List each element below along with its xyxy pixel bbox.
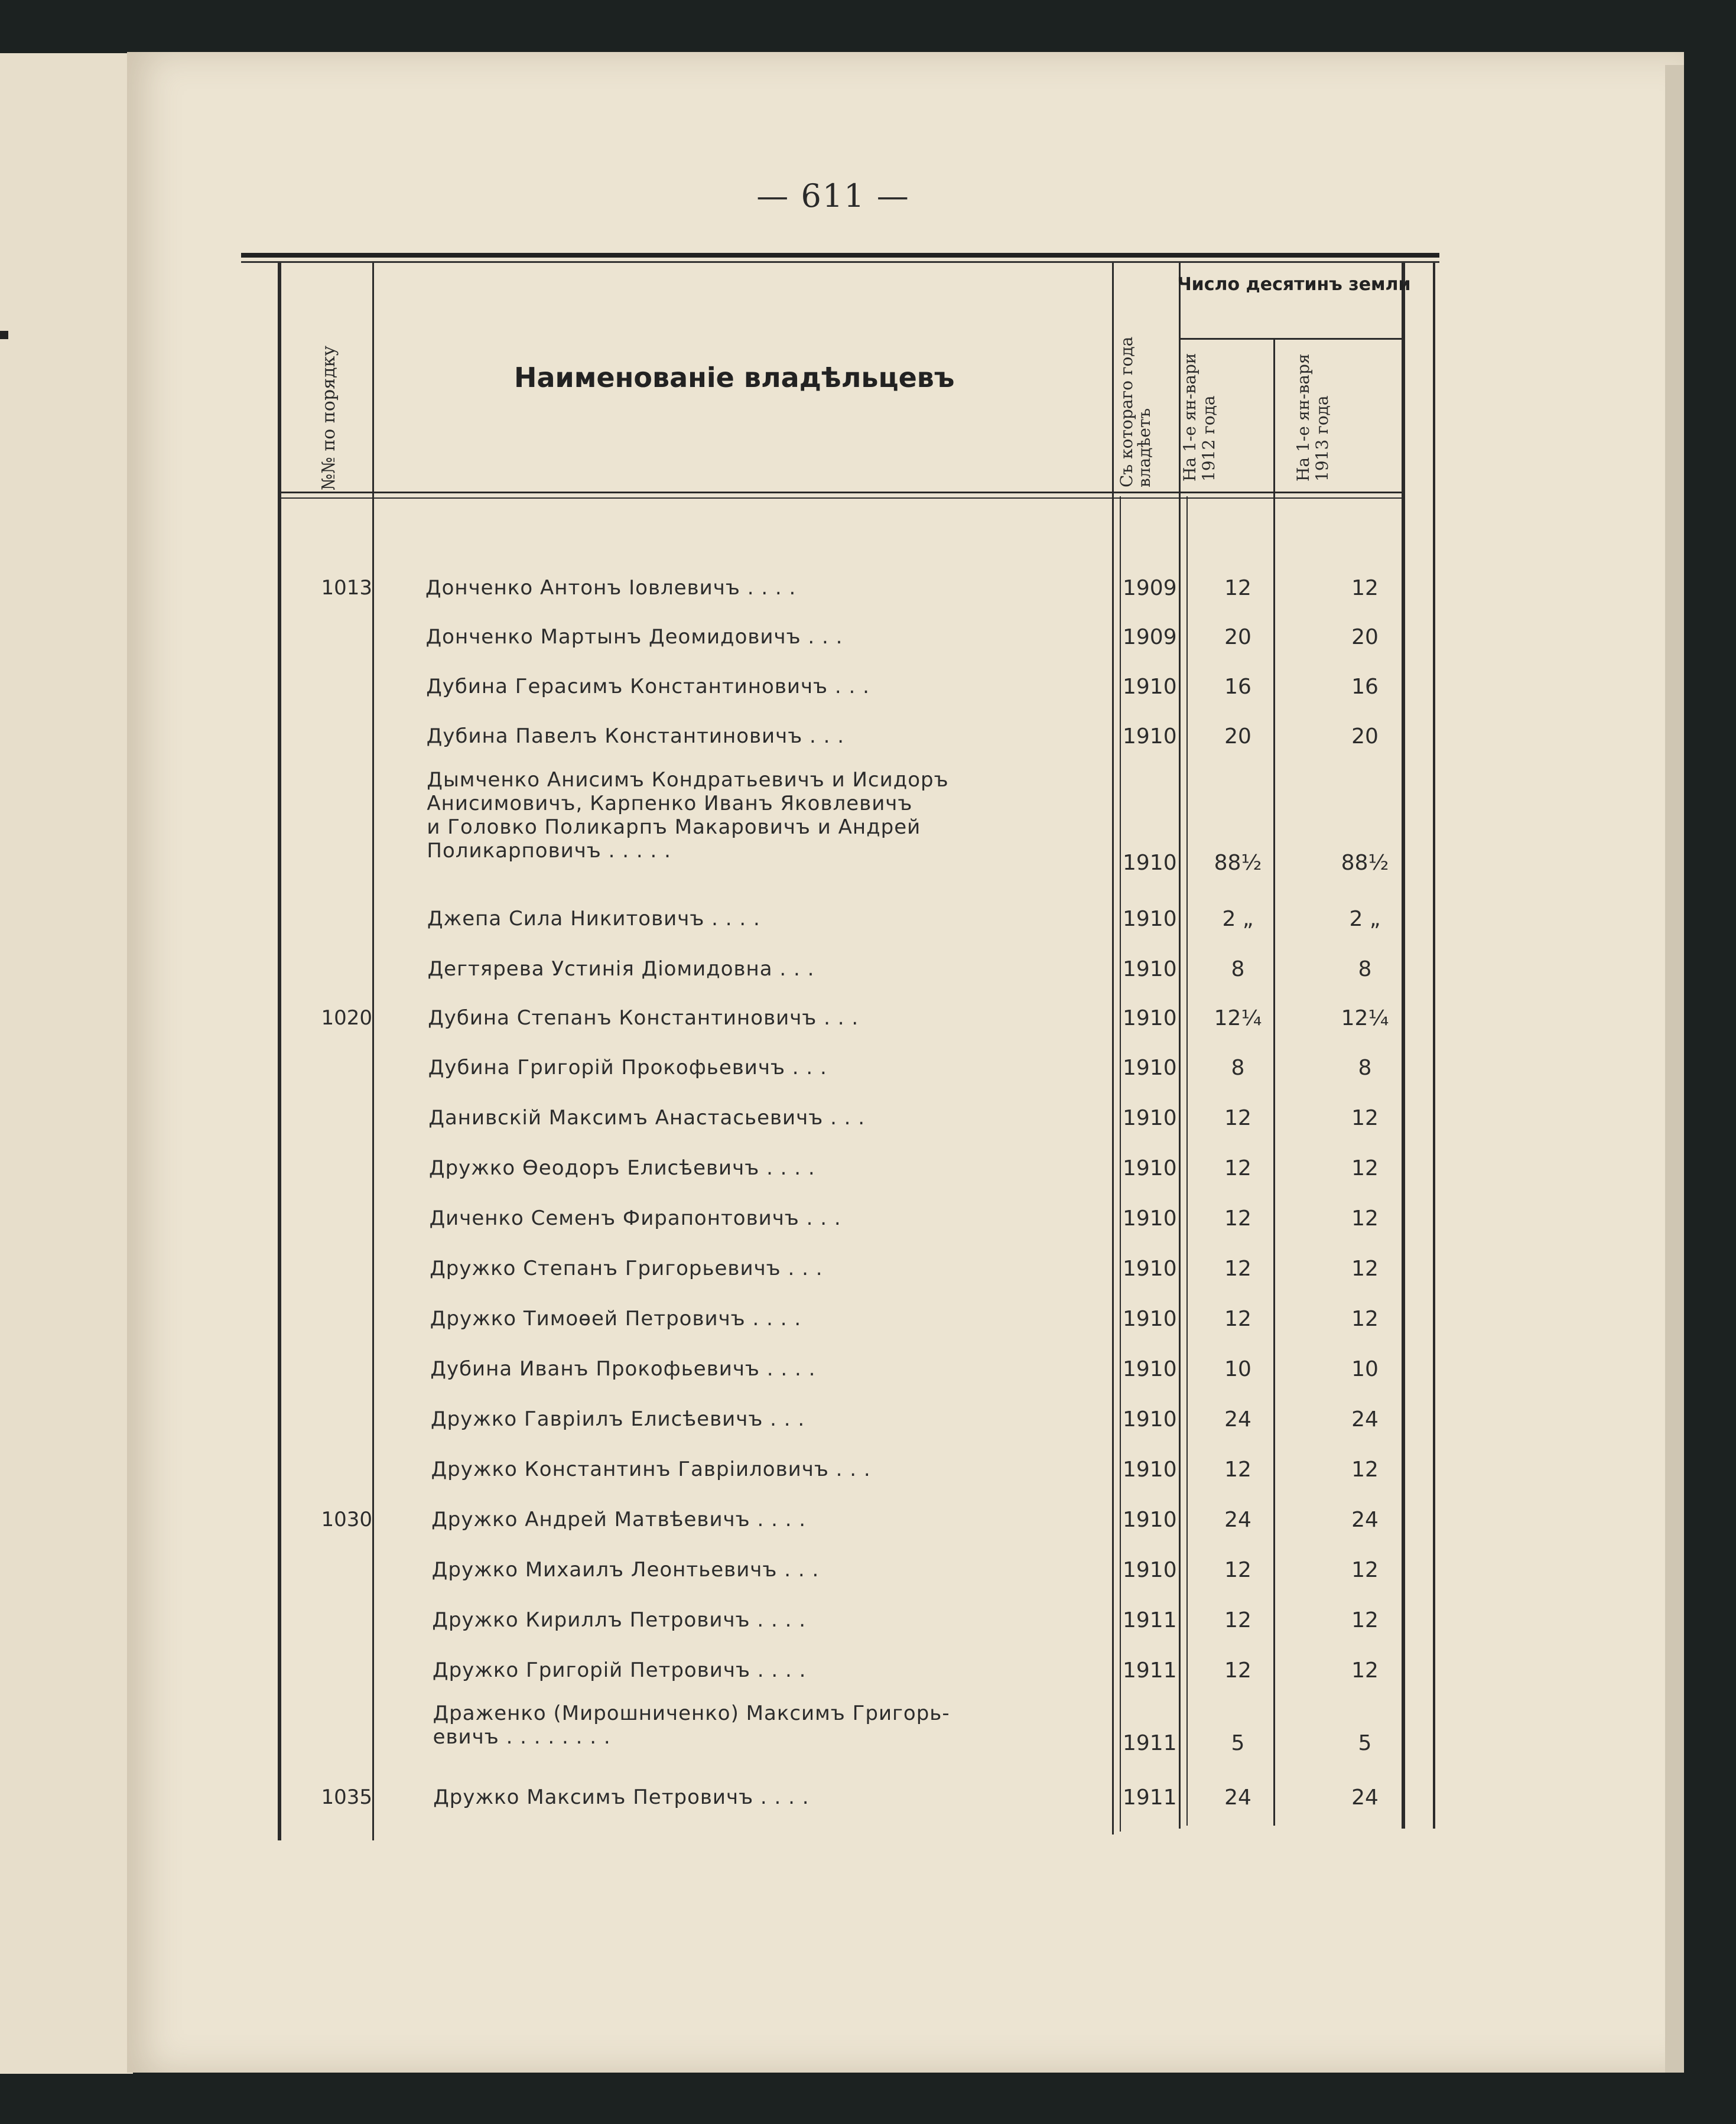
owner-name: Диченко Семенъ Фирапонтовичъ . . . [429,1206,841,1230]
owner-name: Дружко Кириллъ Петровичъ . . . . [432,1608,807,1632]
desyatin-1913: 24 [1351,1407,1379,1432]
table-top-rule [241,253,1439,258]
header-bottom-rule [281,492,1404,493]
table-left-border [278,263,281,1840]
desyatin-1913: 88½ [1341,851,1389,875]
row-number: 1035 [321,1785,372,1809]
desyatin-1912: 12 [1224,1156,1251,1180]
header-number: №№ по порядку [318,346,339,490]
owner-name: Дружко Гавріилъ Елисѣевичъ . . . [431,1407,805,1431]
owner-name: Дружко Максимъ Петровичъ . . . . [433,1785,810,1809]
desyatin-1912: 20 [1224,625,1251,649]
desyatin-1913: 24 [1351,1508,1379,1532]
desyatin-1913: 24 [1351,1785,1379,1810]
desyatin-1913: 20 [1351,724,1379,749]
owner-name: Дубина Павелъ Константиновичъ . . . [426,724,845,748]
owner-name: Дубина Иванъ Прокофьевичъ . . . . [430,1357,816,1381]
desyatin-1913: 12 [1351,1608,1379,1632]
page-edge-mark [0,331,8,339]
year-since: 1910 [1123,1407,1177,1432]
row-number: 1030 [321,1508,372,1531]
year-since: 1910 [1123,1307,1177,1331]
desyatin-1913: 5 [1358,1731,1372,1755]
row-number: 1013 [321,576,372,600]
owner-name: Дружко Степанъ Григорьевичъ . . . [430,1257,823,1280]
desyatin-1912: 12 [1224,1458,1251,1482]
year-since: 1910 [1123,1357,1177,1381]
owner-name: Дружко Григорій Петровичъ . . . . [433,1658,807,1682]
desyatin-1912: 12 [1224,1307,1251,1331]
year-since: 1911 [1123,1731,1177,1755]
desyatin-1913: 16 [1351,675,1379,699]
owner-name: Дружко Тимоѳей Петровичъ . . . . [430,1307,802,1331]
col-divider-number [372,263,374,1840]
desyatin-1912: 24 [1224,1508,1251,1532]
year-since: 1910 [1123,1508,1177,1532]
year-since: 1910 [1123,1106,1177,1130]
owner-name: Дубина Григорій Прокофьевичъ . . . [428,1056,827,1079]
year-since: 1910 [1123,851,1177,875]
desyatin-1912: 24 [1224,1785,1251,1810]
desyatin-1913: 12 [1351,1106,1379,1130]
col-divider-year-double [1186,496,1188,1826]
desyatin-1912: 12 [1224,1257,1251,1281]
page-number: — 611 — [756,177,910,214]
table-top-rule-thin [241,261,1439,263]
header-desyatin: Число десятинъ земли [1177,274,1411,295]
year-since: 1910 [1123,1006,1177,1030]
col-divider-name [1112,263,1114,1834]
desyatin-1912: 2 „ [1222,907,1254,931]
desyatin-1913: 10 [1351,1357,1379,1381]
desyatin-1913: 8 [1358,1056,1372,1080]
desyatin-1912: 8 [1231,957,1245,981]
year-since: 1910 [1123,675,1177,699]
year-since: 1909 [1123,576,1177,600]
desyatin-1913: 12 [1351,1658,1379,1683]
year-since: 1910 [1123,1458,1177,1482]
row-number: 1020 [321,1006,372,1030]
desyatin-1912: 12 [1224,576,1251,600]
desyatin-1913: 12 [1351,1558,1379,1582]
year-since: 1911 [1123,1785,1177,1810]
year-since: 1909 [1123,625,1177,649]
col-divider-1912 [1273,340,1275,1826]
desyatin-1913: 12 [1351,1257,1379,1281]
year-since: 1911 [1123,1608,1177,1632]
owner-name: Джепа Сила Никитовичъ . . . . [427,907,760,931]
header-since: Съ котораго года владѣетъ [1117,336,1154,487]
year-since: 1910 [1123,1257,1177,1281]
desyatin-1912: 5 [1231,1731,1245,1755]
desyatin-1913: 12 [1351,1206,1379,1231]
desyatin-1912: 16 [1224,675,1251,699]
header-bottom-rule-thin [281,497,1404,499]
owner-name: Драженко (Мирошниченко) Максимъ Григорь- евичъ . . . . . . . . [433,1702,950,1749]
owner-name: Дружко Андрей Матвѣевичъ . . . . [431,1508,807,1531]
owner-name: Дубина Степанъ Константиновичъ . . . [428,1006,859,1030]
desyatin-1913: 2 „ [1349,907,1381,931]
owner-name: Дружко Ѳеодоръ Елисѣевичъ . . . . [429,1156,815,1180]
header-1913: На 1-е ян-варя 1913 года [1293,353,1332,482]
desyatin-1913: 8 [1358,957,1372,981]
owner-name: Дымченко Анисимъ Кондратьевичъ и Исидоръ Анисимовичъ, Карпенко Иванъ Яковлевичъ и Головко Поликарпъ Макаровичъ и Андрей Поликарповичъ . . . . . [427,768,949,863]
left-page [0,53,133,2074]
desyatin-1912: 12 [1224,1658,1251,1683]
desyatin-1912: 12 [1224,1608,1251,1632]
owner-name: Донченко Мартынъ Деомидовичъ . . . [425,625,843,649]
year-since: 1910 [1123,1206,1177,1231]
owner-name: Дружко Михаилъ Леонтьевичъ . . . [431,1558,820,1582]
desyatin-1912: 88½ [1214,851,1262,875]
desyatin-1913: 12¼ [1341,1006,1389,1030]
owner-name: Данивскій Максимъ Анастасьевичъ . . . [428,1106,866,1130]
owner-name: Дружко Константинъ Гавріиловичъ . . . [431,1458,871,1481]
header-1912: На 1-е ян-вари 1912 года [1180,353,1218,482]
year-since: 1910 [1123,724,1177,749]
desyatin-1913: 20 [1351,625,1379,649]
desyatin-1912: 24 [1224,1407,1251,1432]
desyatin-1913: 12 [1351,576,1379,600]
page-edge [1665,65,1684,2073]
desyatin-1912: 12 [1224,1558,1251,1582]
desyatin-1912: 12 [1224,1206,1251,1231]
year-since: 1910 [1123,957,1177,981]
year-since: 1911 [1123,1658,1177,1683]
header-name: Наименованіе владѣльцевъ [514,362,955,393]
desyatin-1912: 12¼ [1214,1006,1262,1030]
desyatin-1912: 8 [1231,1056,1245,1080]
owner-name: Донченко Антонъ Іовлевичъ . . . . [425,576,797,600]
desyatin-1913: 12 [1351,1458,1379,1482]
year-since: 1910 [1123,1156,1177,1180]
year-since: 1910 [1123,1558,1177,1582]
desyatin-1913: 12 [1351,1307,1379,1331]
year-since: 1910 [1123,907,1177,931]
owner-name: Дегтярева Устинія Діомидовна . . . [427,957,815,981]
table-outer-right-border [1433,263,1435,1829]
desyatin-1913: 12 [1351,1156,1379,1180]
desyatin-1912: 20 [1224,724,1251,749]
desyatin-1912: 10 [1224,1357,1251,1381]
desyatin-1912: 12 [1224,1106,1251,1130]
year-since: 1910 [1123,1056,1177,1080]
owner-name: Дубина Герасимъ Константиновичъ . . . [426,675,870,698]
